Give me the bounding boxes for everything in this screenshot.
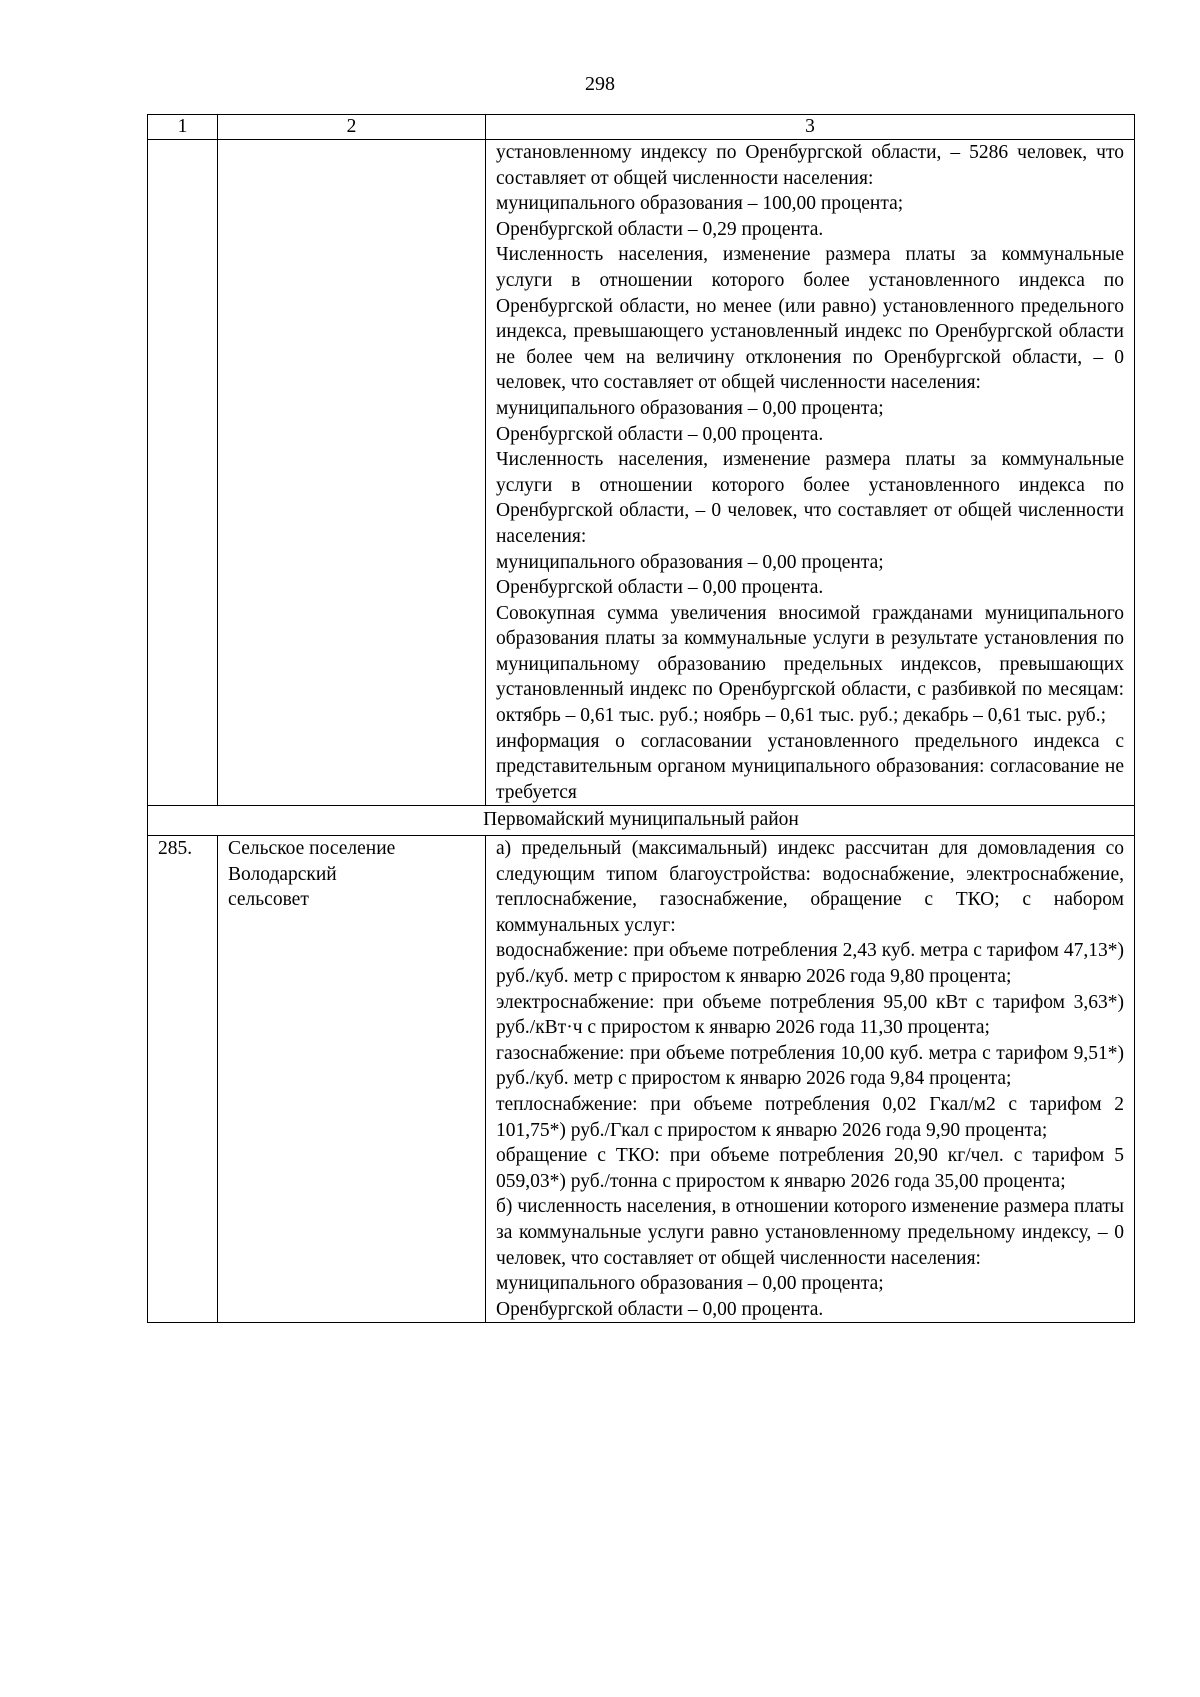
continuation-name-cell [218,140,486,806]
text-paragraph: Оренбургской области – 0,00 процента. [496,577,824,599]
text-paragraph: а) предельный (максимальный) индекс рассчитан для домовладения со следующим типом благоустройства: водоснабжение, электроснабжение, теплоснабжение, газоснабжение, обращение с ТКО; с набором коммунальных услуг: [496,838,1124,936]
text-paragraph: теплоснабжение: при объеме потребления 0,02 Гкал/м2 с тарифом 2 101,75*) руб./Гкал с приростом к январю 2026 года 9,90 процента; [496,1093,1124,1141]
text-paragraph: б) численность населения, в отношении которого изменение размера платы за коммунальные услуги равно установленному предельному индексу, – 0 человек, что составляет от общей численности населения: [496,1196,1124,1269]
row-285-text-cell [486,836,1135,1323]
municipality-name-line: сельсовет [228,889,309,911]
municipality-name-line: Сельское поселение [228,838,396,860]
municipality-name-line: Володарский [228,863,337,885]
text-paragraph: Численность населения, изменение размера платы за коммунальные услуги в отношении которого более установленного индекса по Оренбургской области, но менее (или равно) установленного предельного индекса, превышающего установленный индекс по Оренбургской области не более чем на величину отклонения по Оренбургской области, – 0 человек, что составляет от общей численности населения: [496,244,1124,394]
text-paragraph: муниципального образования – 0,00 процента; [496,551,884,573]
data-table [147,114,1135,1323]
continuation-number-cell [148,140,218,806]
header-row [148,115,1135,140]
continuation-row [148,140,1135,806]
text-paragraph: Численность населения, изменение размера платы за коммунальные услуги в отношении которого более установленного индекса по Оренбургской области, – 0 человек, что составляет от общей численности населения: [496,449,1124,547]
text-paragraph: информация о согласовании установленного предельного индекса с представительным органом муниципального образования: согласование не требуется [496,730,1124,803]
text-paragraph: водоснабжение: при объеме потребления 2,43 куб. метра с тарифом 47,13*) руб./куб. метр с приростом к январю 2026 года 9,80 процента; [496,940,1124,987]
text-paragraph: Оренбургской области – 0,00 процента. [496,1298,824,1320]
section-header-row [148,806,1135,836]
municipality-name-cell [218,836,486,1323]
table-row-285 [148,836,1135,1323]
text-paragraph: газоснабжение: при объеме потребления 10,00 куб. метра с тарифом 9,51*) руб./куб. метр с приростом к январю 2026 года 9,84 процента; [496,1042,1124,1090]
text-paragraph: Оренбургской области – 0,00 процента. [496,423,824,445]
text-paragraph: установленному индексу по Оренбургской области, – 5286 человек, что составляет от общей численности населения: [496,142,1124,189]
row-number: 285. [148,836,218,1323]
header-col-1: 1 [148,115,218,140]
text-paragraph: муниципального образования – 100,00 процента; [496,193,904,215]
page-number: 298 [585,73,615,95]
text-paragraph: обращение с ТКО: при объеме потребления 20,90 кг/чел. с тарифом 5 059,03*) руб./тонна с приростом к январю 2026 года 35,00 процента; [496,1145,1124,1192]
continuation-text-cell [486,140,1135,806]
header-col-3: 3 [486,115,1135,140]
text-paragraph: Оренбургской области – 0,29 процента. [496,218,824,240]
text-paragraph: Совокупная сумма увеличения вносимой гражданами муниципального образования платы за коммунальные услуги в результате установления по муниципальному образованию предельных индексов, превышающих установленный индекс по Оренбургской области, с разбивкой по месяцам: октябрь – 0,61 тыс. руб.; ноябрь – 0,61 тыс. руб.; декабрь – 0,61 тыс. руб.; [496,602,1124,727]
header-col-2: 2 [218,115,486,140]
text-paragraph: муниципального образования – 0,00 процента; [496,397,884,419]
text-paragraph: электроснабжение: при объеме потребления 95,00 кВт с тарифом 3,63*) руб./кВт·ч с приростом к январю 2026 года 11,30 процента; [496,991,1124,1039]
text-paragraph: муниципального образования – 0,00 процента; [496,1273,884,1295]
section-header: Первомайский муниципальный район [148,806,1135,836]
